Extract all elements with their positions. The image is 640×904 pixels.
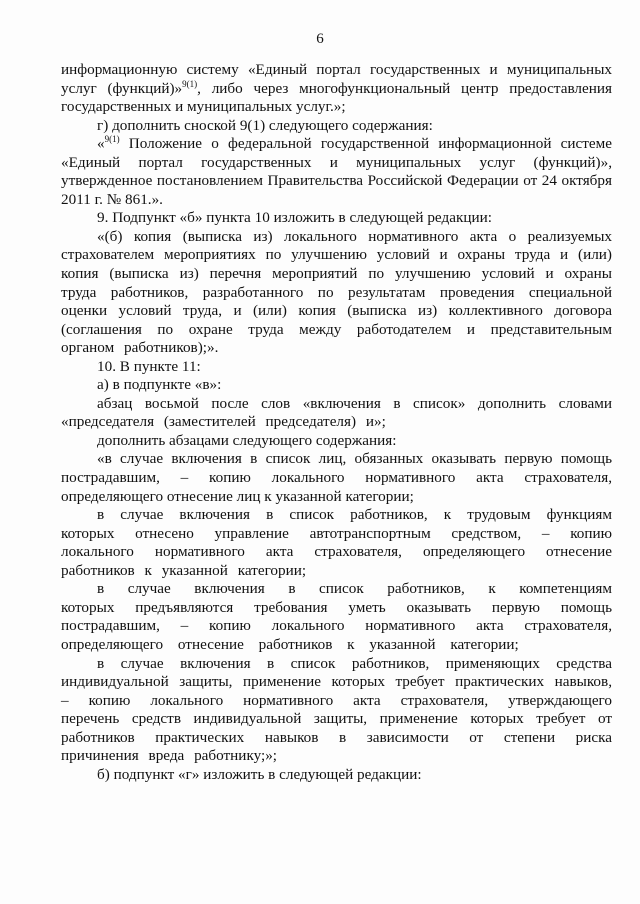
paragraph-9: дополнить абзацами следующего содержания: <box>97 431 397 449</box>
document-body <box>61 61 612 784</box>
paragraph-14: б) подпункт «г» изложить в следующей редакции: <box>97 765 422 783</box>
paragraph-3 <box>61 135 612 209</box>
paragraph-4: 9. Подпункт «б» пункта 10 изложить в следующей редакции: <box>97 209 492 227</box>
footnote-mark-9-1: 9(1) <box>104 134 120 145</box>
paragraph-2: г) дополнить сноской 9(1) следующего содержания: <box>97 116 433 134</box>
paragraph-3-quote-open: « <box>97 135 105 153</box>
paragraph-1-text: информационную систему «Единый портал государственных и муниципальных услуг (функций)» <box>61 61 612 97</box>
paragraph-11: в случае включения в список работников, к трудовым функциям которых отнесено управление автотранспортным средством, – копию локального нормативного акта страхователя, определяющего отнесение работников к указанной категории; <box>61 506 612 579</box>
footnote-ref-9-1: 9(1) <box>182 78 198 89</box>
paragraph-1 <box>61 61 612 117</box>
paragraph-3-text: Положение о федеральной государственной информационной системе «Единый портал государственных и муниципальных услуг (функций)», утвержденное постановлением Правительства Российской Федерации от 24 октября 2011 г. № 861.». <box>61 135 612 208</box>
paragraph-13: в случае включения в список работников, применяющих средства индивидуальной защиты, применение которых требует практических навыков, – копию локального нормативного акта страхователя, утверждающего перечень средств индивидуальной защиты, применение которых требует от работников практических навыков в зависимости от степени риска причинения вреда работнику;»; <box>61 654 612 765</box>
page-number: 6 <box>316 31 324 47</box>
paragraph-1-tail: , либо через многофункциональный центр предоставления государственных и муниципальных услуг.»; <box>61 79 612 116</box>
paragraph-12: в случае включения в список работников, к компетенциям которых предъявляются требования уметь оказывать первую помощь пострадавшим, – копию локального нормативного акта страхователя, определяющего отнесение работников к указанной категории; <box>61 580 612 653</box>
paragraph-5: «(б) копия (выписка из) локального нормативного акта о реализуемых страхователем мероприятиях по улучшению условий и охраны труда и (или) копия (выписка из) перечня мероприятий по улучшению условий и охраны труда работников, разработанного по результатам проведения специальной оценки условий труда, и (или) копия (выписка из) коллективного договора (соглашения по охране труда между работодателем и представительным органом работников);». <box>61 227 612 357</box>
paragraph-10: «в случае включения в список лиц, обязанных оказывать первую помощь пострадавшим, – копию локального нормативного акта страхователя, определяющего отнесение лиц к указанной категории; <box>61 450 612 505</box>
paragraph-6: 10. В пункте 11: <box>97 357 201 375</box>
paragraph-7: а) в подпункте «в»: <box>97 376 222 394</box>
paragraph-8: абзац восьмой после слов «включения в список» дополнить словами «председателя (заместителей председателя) и»; <box>61 394 612 431</box>
